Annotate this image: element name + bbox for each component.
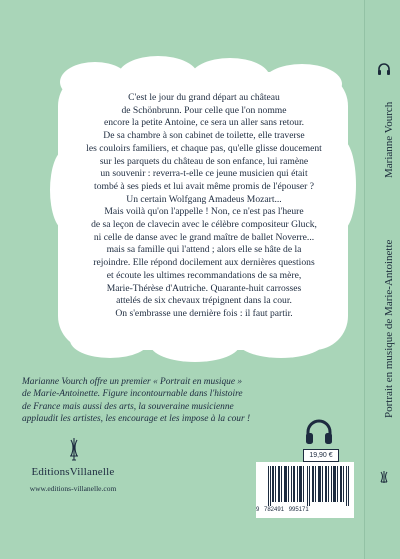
excerpt-text xyxy=(62,92,346,321)
summary-line: applaudit les artistes, les encourage et les impose à la cour ! xyxy=(22,414,251,425)
cloud-bump xyxy=(150,326,240,362)
excerpt-line: attelés de six chevaux trépignent dans la cour. xyxy=(116,295,292,307)
excerpt-line: C'est le jour du grand départ au château xyxy=(128,92,280,103)
excerpt-line: On s'embrasse une dernière fois : il faut partir. xyxy=(115,307,293,319)
barcode xyxy=(256,462,354,518)
summary-line: de Marie-Antoinette. Figure incontournable dans l'histoire xyxy=(22,389,243,400)
barcode-bars xyxy=(268,466,350,506)
excerpt-line: Mais voilà qu'on l'appelle ! Non, ce n'est pas l'heure xyxy=(104,206,304,218)
excerpt-line: les couloirs familiers, et chaque pas, qu'elle glisse doucement xyxy=(86,142,322,154)
excerpt-line: Un certain Wolfgang Amadeus Mozart... xyxy=(126,193,282,205)
isbn-number: 9 782491 995171 xyxy=(256,507,309,513)
excerpt-line: tombé à ses pieds et lui avait même promis de l'épouser ? xyxy=(94,180,314,192)
excerpt-line: de sa leçon de clavecin avec le célèbre compositeur Gluck, xyxy=(91,219,317,231)
cloud-bump xyxy=(118,56,198,96)
summary-line: Marianne Vourch offre un premier « Portrait en musique » xyxy=(22,377,243,387)
excerpt-line: et écoute les ultimes recommandations de sa mère, xyxy=(106,269,302,281)
excerpt-line: Marie-Thérèse d'Autriche. Quarante-huit carrosses xyxy=(106,282,302,294)
spine-title: Portrait en musique de Marie-Antoinette xyxy=(383,239,395,418)
excerpt-line: rejoindre. Elle répond docilement aux dernières questions xyxy=(93,257,315,269)
summary-line: de France mais aussi des arts, la souveraine musicienne xyxy=(22,401,234,412)
lyre-logo-icon xyxy=(379,470,389,484)
lyre-logo-icon xyxy=(68,437,80,461)
headphones-icon xyxy=(304,418,334,446)
publisher-name: EditionsVillanelle xyxy=(31,466,115,478)
book-summary xyxy=(22,376,352,426)
price-tag: 19,90 € xyxy=(303,449,339,462)
cloud-bump xyxy=(236,322,326,358)
excerpt-line: un souvenir : reverra-t-elle ce jeune musicien qui était xyxy=(100,168,308,180)
excerpt-line: ni celle de danse avec le grand maître de ballet Noverre... xyxy=(93,231,315,243)
headphones-icon xyxy=(377,62,391,76)
excerpt-line: De sa chambre à son cabinet de toilette, elle traverse xyxy=(103,130,305,142)
excerpt-line: encore la petite Antoine, ce sera un aller sans retour. xyxy=(103,117,305,129)
spine-author: Marianne Vourch xyxy=(383,101,395,178)
excerpt-line: de Schönbrunn. Pour celle que l'on nomme xyxy=(121,104,287,116)
excerpt-line: sur les parquets du château de son enfance, lui ramène xyxy=(99,155,309,167)
excerpt-line: mais sa famille qui l'attend ; alors elle se hâte de la xyxy=(106,244,302,256)
cloud-bump xyxy=(70,322,150,358)
publisher-url: www.editions-villanelle.com xyxy=(29,484,117,493)
